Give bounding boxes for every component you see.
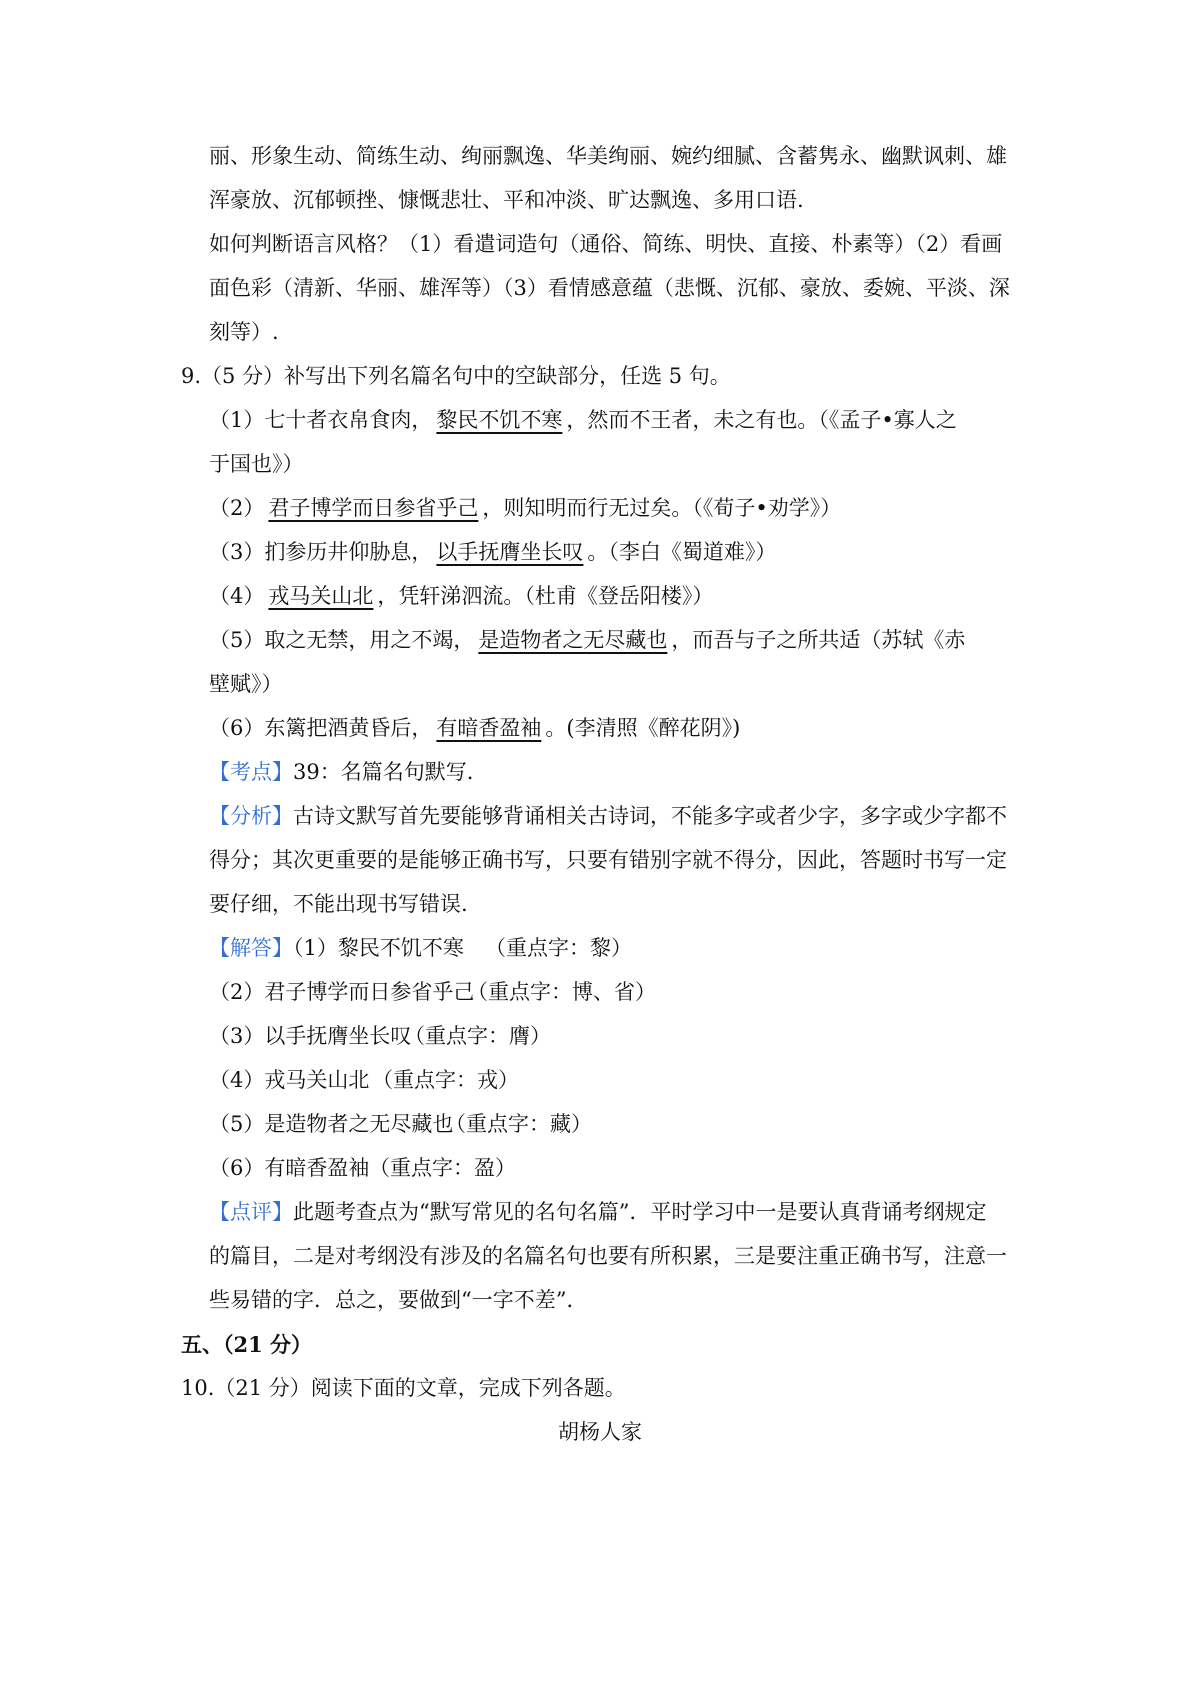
fill-in-answer: 是造物者之无尽藏也 [478, 628, 668, 652]
item-prefix: 取之无禁，用之不竭， [264, 628, 475, 652]
item-number: （4） [209, 584, 265, 608]
answer-text: 戎马关山北 [264, 1068, 370, 1092]
item-suffix: ，则知明而行无过矣。（《荀子•劝学》） [482, 496, 842, 520]
item-number: （6） [209, 716, 265, 740]
fenxi-line-2: 得分；其次更重要的是能够正确书写，只要有错别字就不得分，因此，答题时书写一定 [209, 848, 1007, 872]
jieda-tag: 【解答】 [209, 936, 293, 960]
fill-in-answer: 黎民不饥不寒 [436, 408, 563, 432]
jieda-answer-6 [209, 1156, 516, 1180]
item-number: （1） [209, 408, 265, 432]
fenxi-tag: 【分析】 [209, 804, 293, 828]
kaodian-tag: 【考点】 [209, 760, 293, 784]
kaodian-section [209, 762, 473, 783]
item-prefix: 东篱把酒黄昏后， [264, 716, 433, 740]
answer-number: （3） [209, 1024, 265, 1048]
kaodian-text: 39：名篇名句默写. [293, 760, 474, 784]
dianping-line-2: 的篇目，二是对考纲没有涉及的名篇名句也要有所积累，三是要注重正确书写，注意一 [209, 1244, 1007, 1268]
item-prefix: 七十者衣帛食肉， [264, 408, 433, 432]
judge-line-3: 刻等）. [209, 320, 279, 344]
section-5-heading: 五、（21 分） [181, 1332, 313, 1357]
fill-in-answer: 君子博学而日参省乎己 [268, 496, 479, 520]
question-10-stem: 10.（21 分）阅读下面的文章，完成下列各题。 [181, 1376, 626, 1400]
jieda-answer-5 [209, 1112, 592, 1136]
q9-item-5-continuation: 壁赋》） [209, 672, 283, 696]
item-number: （5） [209, 628, 265, 652]
item-suffix: 。(李清照《醉花阴》) [545, 716, 741, 740]
fill-in-answer: 以手抚膺坐长叹 [436, 540, 584, 564]
fill-in-answer: 戎马关山北 [268, 584, 374, 608]
answer-text: 君子博学而日参省乎己 [264, 980, 475, 1004]
q9-item-1 [209, 410, 957, 431]
item-suffix: ，凭轩涕泗流。（杜甫《登岳阳楼》） [377, 584, 714, 608]
dianping-line-3: 些易错的字．总之，要做到“一字不差”． [209, 1288, 588, 1312]
answer-key-chars: （重点字：黎） [485, 936, 632, 960]
answer-number: （2） [209, 980, 265, 1004]
fenxi-line-3: 要仔细，不能出现书写错误. [209, 892, 468, 916]
answer-text: 以手抚膺坐长叹 [264, 1024, 412, 1048]
answer-number: （6） [209, 1156, 265, 1180]
q9-item-4 [209, 586, 713, 607]
fenxi-line-1 [209, 806, 1007, 827]
dianping-line-1 [209, 1202, 986, 1223]
style-list-line-2: 浑豪放、沉郁顿挫、慷慨悲壮、平和冲淡、旷达飘逸、多用口语. [209, 188, 804, 212]
q9-item-5 [209, 630, 965, 651]
answer-key-chars: （重点字：戎） [372, 1068, 519, 1092]
jieda-answer-3 [209, 1024, 551, 1048]
fenxi-text: 古诗文默写首先要能够背诵相关古诗词，不能多字或者少字，多字或少字都不 [293, 804, 1007, 828]
style-list-line-1: 丽、形象生动、简练生动、绚丽飘逸、华美绚丽、婉约细腻、含蓄隽永、幽默讽刺、雄 [209, 144, 1007, 168]
judge-line-2: 面色彩（清新、华丽、雄浑等）（3）看情感意蕴（悲慨、沉郁、豪放、委婉、平淡、深 [209, 276, 1010, 300]
jieda-answer-2 [209, 980, 656, 1004]
item-suffix: ，然而不王者，未之有也。（《孟子•寡人之 [566, 408, 957, 432]
question-9-stem: 9.（5 分）补写出下列名篇名句中的空缺部分，任选 5 句。 [181, 364, 731, 388]
dianping-tag: 【点评】 [209, 1200, 293, 1224]
q9-item-3 [209, 542, 776, 563]
answer-text: 黎民不饥不寒 [337, 936, 464, 960]
answer-number: （5） [209, 1112, 265, 1136]
item-suffix: 。（李白《蜀道难》） [587, 540, 777, 564]
item-prefix: 扪参历井仰胁息， [264, 540, 433, 564]
answer-number: （1） [293, 936, 338, 960]
jieda-answer-1 [209, 936, 632, 960]
answer-text: 有暗香盈袖 [264, 1156, 370, 1180]
fill-in-answer: 有暗香盈袖 [436, 716, 542, 740]
q9-item-2 [209, 498, 841, 519]
answer-key-chars: （重点字：博、省） [467, 980, 656, 1004]
answer-number: （4） [209, 1068, 265, 1092]
answer-key-chars: （重点字：藏） [445, 1112, 592, 1136]
item-number: （3） [209, 540, 265, 564]
q9-item-1-continuation: 于国也》） [209, 452, 304, 476]
jieda-answer-4 [209, 1068, 519, 1092]
answer-text: 是造物者之无尽藏也 [264, 1112, 454, 1136]
answer-key-chars: （重点字：膺） [404, 1024, 551, 1048]
item-number: （2） [209, 496, 265, 520]
article-title: 胡杨人家 [558, 1420, 642, 1444]
dianping-text: 此题考查点为“默写常见的名句名篇”．平时学习中一是要认真背诵考纲规定 [293, 1200, 987, 1224]
q9-item-6 [209, 718, 740, 739]
judge-line-1: 如何判断语言风格？（1）看遣词造句（通俗、简练、明快、直接、朴素等）（2）看画 [209, 232, 1003, 256]
item-suffix: ，而吾与子之所共适（苏轼《赤 [671, 628, 966, 652]
answer-key-chars: （重点字：盈） [369, 1156, 516, 1180]
